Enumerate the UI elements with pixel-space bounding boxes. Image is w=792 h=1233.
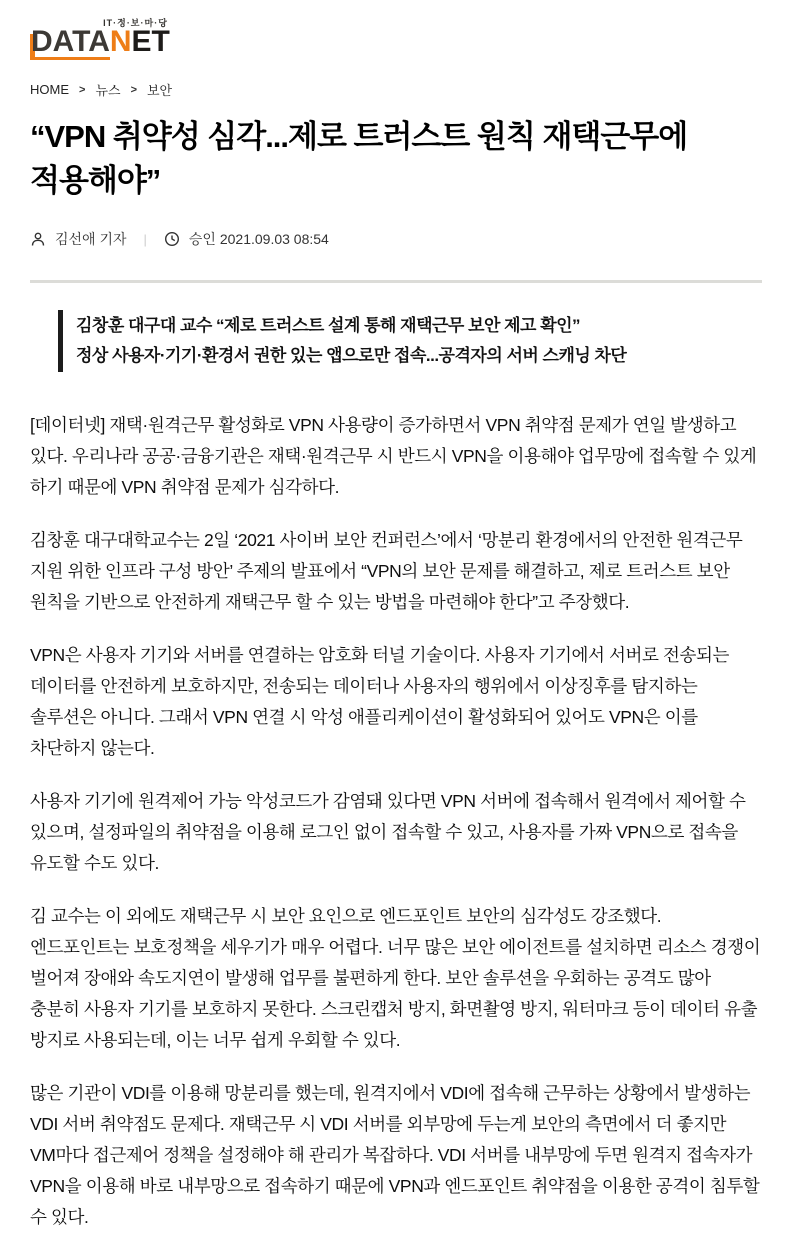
- logo-text-et: ET: [131, 25, 170, 58]
- clock-icon: [164, 231, 180, 247]
- article-body: [30, 410, 762, 1233]
- article-paragraph: 김창훈 대구대학교수는 2일 ‘2021 사이버 보안 컨퍼런스’에서 ‘망분리 환경에서의 안전한 원격근무 지원 위한 인프라 구성 방안’ 주제의 발표에서 “VPN의 보안 문제를 해결하고, 제로 트러스트 보안 원칙을 기반으로 안전하게 재택근무 할 수 있는 방법을 마련해야 한다”고 주장했다.: [30, 530, 743, 612]
- author-icon: [30, 231, 46, 247]
- logo-wordmark: [30, 25, 170, 60]
- breadcrumb-news[interactable]: 뉴스: [95, 83, 121, 98]
- meta-divider: |: [143, 231, 147, 247]
- author-name[interactable]: 김선애 기자: [55, 231, 127, 247]
- article-paragraph: VPN은 사용자 기기와 서버를 연결하는 암호화 터널 기술이다. 사용자 기기에서 서버로 전송되는 데이터를 안전하게 보호하지만, 전송되는 데이터나 사용자의 행위에서 이상징후를 탐지하는 솔루션은 아니다. 그래서 VPN 연결 시 악성 애플리케이션이 활성화되어 있어도 VPN은 이를 차단하지 않는다.: [30, 645, 730, 758]
- breadcrumb-separator-icon: >: [79, 83, 86, 96]
- breadcrumb-security[interactable]: 보안: [147, 83, 173, 98]
- article-title: “VPN 취약성 심각...제로 트러스트 원칙 재택근무에 적용해야”: [30, 119, 688, 198]
- logo-text-data: DATA: [31, 25, 110, 58]
- datanet-logo[interactable]: [30, 18, 170, 60]
- article-meta-row: [30, 229, 762, 249]
- approved-timestamp: 승인 2021.09.03 08:54: [188, 231, 329, 247]
- subtitle-line: 김창훈 대구대 교수 “제로 트러스트 설계 통해 재택근무 보안 제고 확인”: [76, 316, 581, 335]
- logo-tagline: IT·정·보·마·당: [103, 18, 168, 28]
- article-paragraph: 사용자 기기에 원격제어 가능 악성코드가 감염돼 있다면 VPN 서버에 접속해서 원격에서 제어할 수 있으며, 설정파일의 취약점을 이용해 로그인 없이 접속할 수 있고, 사용자를 가짜 VPN으로 접속을 유도할 수도 있다.: [30, 791, 746, 873]
- subtitle-line: 정상 사용자·기기·환경서 권한 있는 앱으로만 접속...공격자의 서버 스캐닝 차단: [76, 346, 627, 365]
- article-paragraph: 김 교수는 이 외에도 재택근무 시 보안 요인으로 엔드포인트 보안의 심각성도 강조했다. 엔드포인트는 보호정책을 세우기가 매우 어렵다. 너무 많은 보안 에이전트를 설치하면 리소스 경쟁이 벌어져 장애와 속도지연이 발생해 업무를 불편하게 한다. 보안 솔루션을 우회하는 공격도 많아 충분히 사용자 기기를 보호하지 못한다. 스크린캡처 방지, 화면촬영 방지, 워터마크 등이 데이터 유출 방지로 사용되는데, 이는 너무 쉽게 우회할 수 있다.: [30, 906, 761, 1050]
- logo-text-n: N: [109, 25, 132, 58]
- section-divider: [30, 280, 762, 283]
- article-paragraph: [데이터넷] 재택·원격근무 활성화로 VPN 사용량이 증가하면서 VPN 취약점 문제가 연일 발생하고 있다. 우리나라 공공·금융기관은 재택·원격근무 시 반드시 VPN을 이용해야 업무망에 접속할 수 있게 하기 때문에 VPN 취약점 문제가 심각하다.: [30, 415, 757, 497]
- article-paragraph: 많은 기관이 VDI를 이용해 망분리를 했는데, 원격지에서 VDI에 접속해 근무하는 상황에서 발생하는 VDI 서버 취약점도 문제다. 재택근무 시 VDI 서버를 외부망에 두는게 보안의 측면에서 더 좋지만 VM마다 접근제어 정책을 설정해야 해 관리가 복잡하다. VDI 서버를 내부망에 두면 원격지 접속자가 VPN을 이용해 바로 내부망으로 접속하기 때문에 VPN과 엔드포인트 취약점을 이용한 공격이 침투할 수 있다.: [30, 1083, 760, 1227]
- breadcrumb: [30, 80, 762, 99]
- breadcrumb-separator-icon: >: [130, 83, 137, 96]
- article-subtitle-block: [58, 310, 762, 372]
- breadcrumb-home[interactable]: HOME: [30, 82, 69, 97]
